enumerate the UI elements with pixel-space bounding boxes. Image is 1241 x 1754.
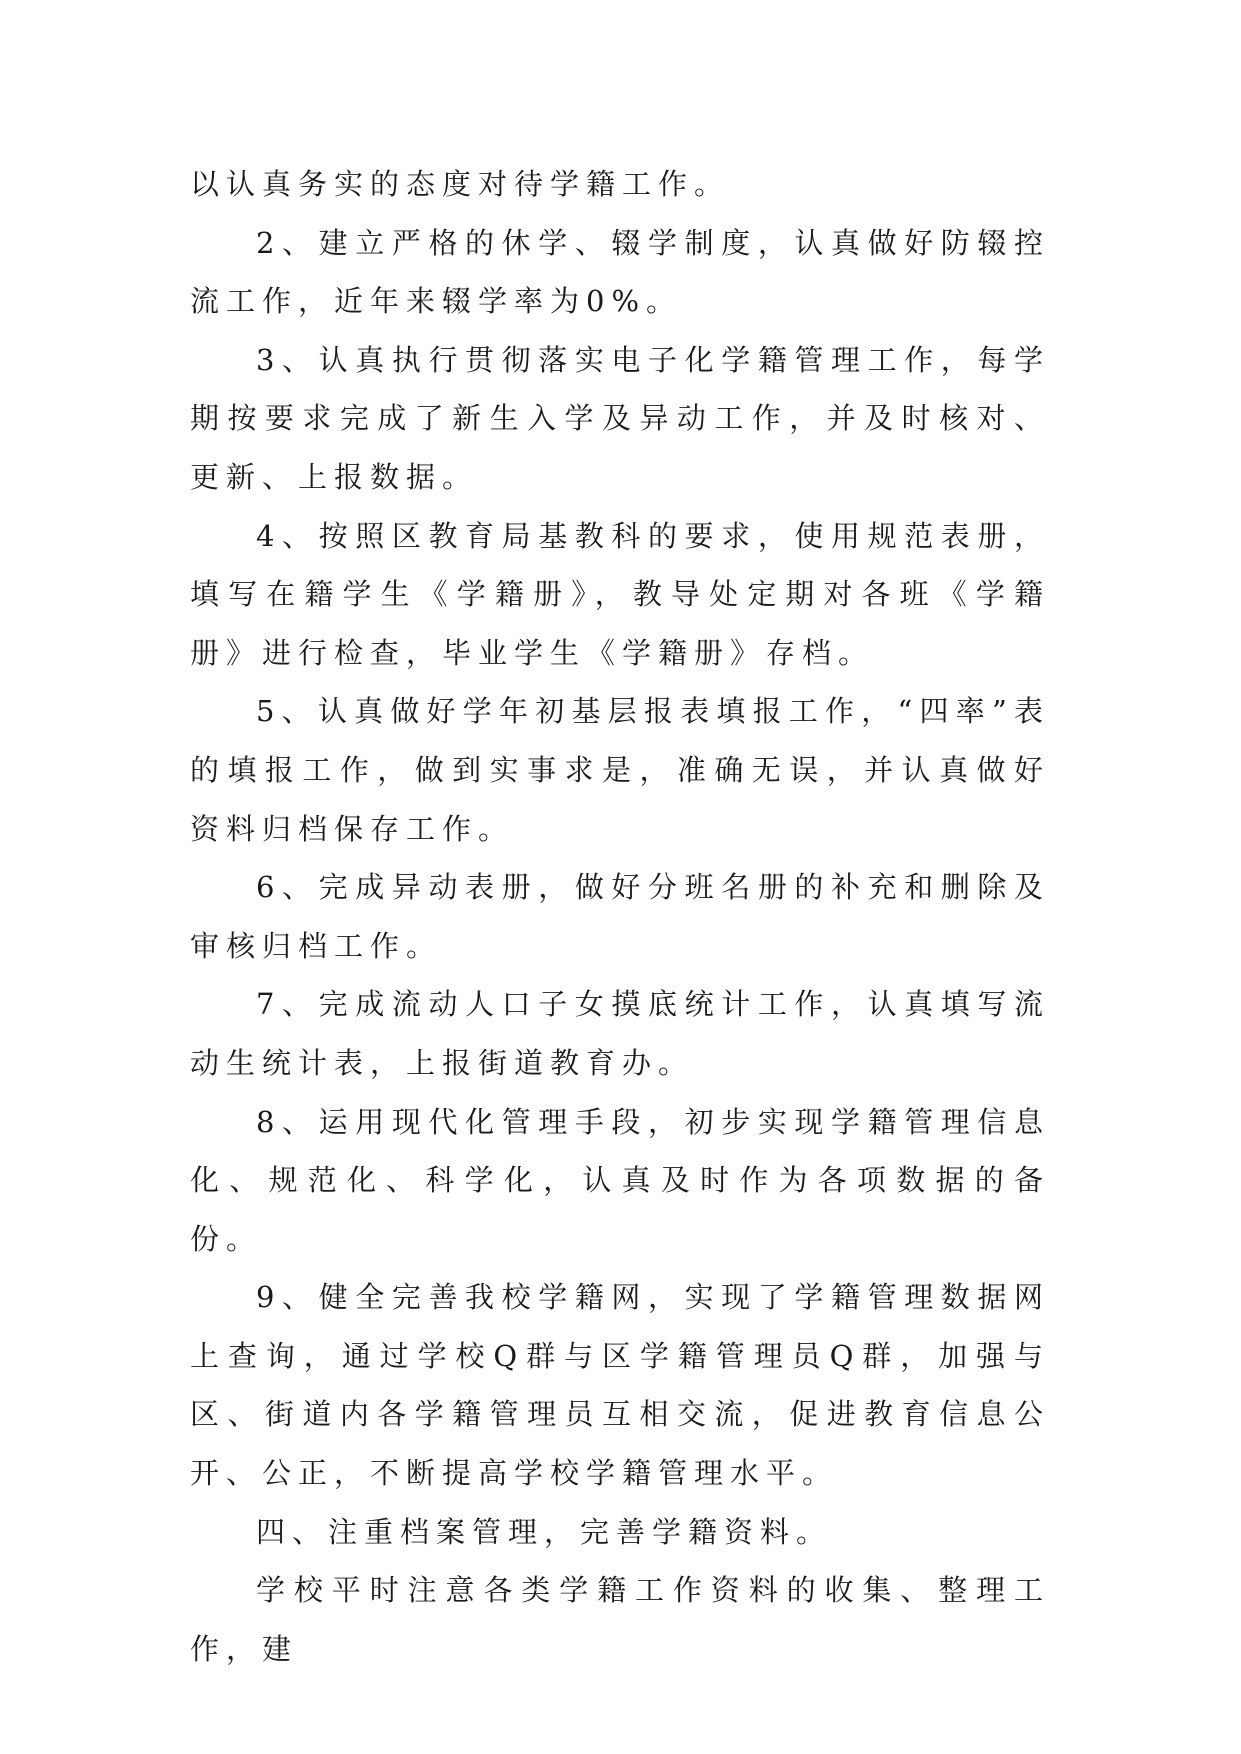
- paragraph-archives-body: 学校平时注意各类学籍工作资料的收集、整理工作，建: [190, 1573, 1050, 1666]
- paragraph-item-7: 7、完成流动人口子女摸底统计工作，认真填写流动生统计表，上报街道教育办。: [190, 987, 1050, 1080]
- paragraph-continuation: 以认真务实的态度对待学籍工作。: [190, 167, 731, 201]
- paragraph-item-6: 6、完成异动表册，做好分班名册的补充和删除及审核归档工作。: [190, 870, 1050, 963]
- document-body: [190, 155, 1050, 1678]
- paragraph-item-8: 8、运用现代化管理手段，初步实现学籍管理信息化、规范化、科学化，认真及时作为各项数据的备份。: [190, 1104, 1050, 1256]
- paragraph-item-3: 3、认真执行贯彻落实电子化学籍管理工作，每学期按要求完成了新生入学及异动工作，并及时核对、更新、上报数据。: [190, 342, 1050, 494]
- section-heading-archives: 四、注重档案管理，完善学籍资料。: [256, 1514, 833, 1549]
- paragraph-item-9: 9、健全完善我校学籍网，实现了学籍管理数据网上查询，通过学校Q群与区学籍管理员Q群，加强与区、街道内各学籍管理员互相交流，促进教育信息公开、公正，不断提高学校学籍管理水平。: [190, 1280, 1050, 1491]
- paragraph-item-2: 2、建立严格的休学、辍学制度，认真做好防辍控流工作，近年来辍学率为0%。: [190, 225, 1050, 319]
- paragraph-item-4: 4、按照区教育局基教科的要求，使用规范表册，填写在籍学生《学籍册》，教导处定期对各班《学籍册》进行检查，毕业学生《学籍册》存档。: [190, 518, 1050, 670]
- paragraph-item-5: 5、认真做好学年初基层报表填报工作，“四率”表的填报工作，做到实事求是，准确无误，并认真做好资料归档保存工作。: [190, 694, 1050, 846]
